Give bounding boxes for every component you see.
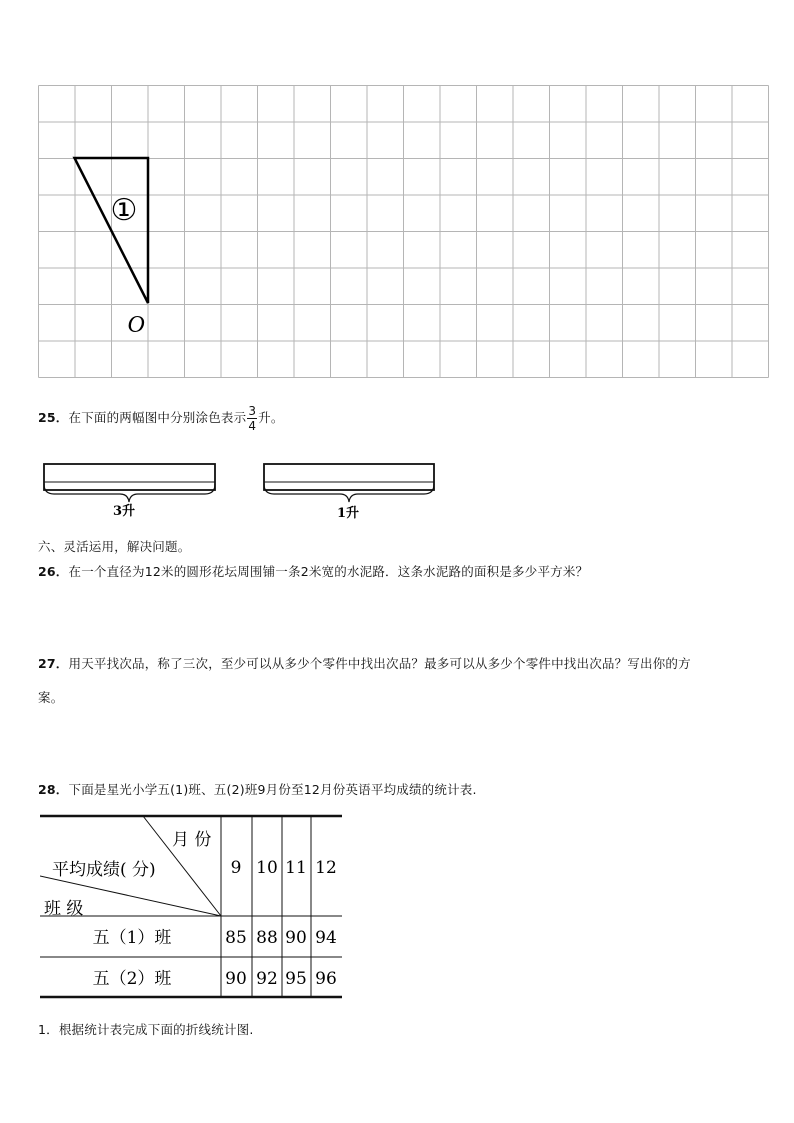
shape-label: ① (110, 193, 138, 228)
row-class-2: 五（2）班 (92, 969, 172, 989)
row-class-1: 五（1）班 (92, 928, 172, 948)
score-cell: 96 (315, 969, 337, 989)
month-11: 11 (285, 858, 307, 878)
question-number: 25． (38, 410, 69, 425)
question-number: 27． (38, 656, 69, 671)
fraction-numerator: 3 (248, 404, 257, 418)
bar-3-liters (44, 464, 215, 502)
header-score: 平均成绩( 分) (52, 860, 156, 880)
bar-label-3-liters: 3升 (112, 504, 136, 519)
sub-question-1 (38, 1020, 254, 1038)
header-month: 月 份 (172, 830, 212, 850)
question-number: 28． (38, 782, 69, 797)
question-number: 26． (38, 564, 69, 579)
grid-figure (38, 85, 770, 379)
score-cell: 88 (256, 928, 278, 948)
score-cell: 92 (256, 969, 278, 989)
measuring-bars (40, 458, 440, 524)
bar-1-liter (264, 464, 434, 502)
question-28 (38, 780, 477, 798)
score-cell: 90 (285, 928, 307, 948)
question-27 (38, 654, 691, 672)
question-text: 用天平找次品，称了三次，至少可以从多少个零件中找出次品？最多可以从多少个零件中找出次品？写出你的方 (68, 656, 691, 671)
month-12: 12 (315, 858, 337, 878)
fraction (247, 404, 257, 433)
question-text: 在一个直径为12米的圆形花坛周围铺一条2米宽的水泥路．这条水泥路的面积是多少平方米？ (68, 564, 589, 579)
section-title: 六、灵活运用，解决问题。 (38, 539, 191, 554)
score-cell: 94 (315, 928, 337, 948)
score-cell: 85 (225, 928, 247, 948)
question-text-end: 升。 (258, 410, 284, 425)
question-25 (38, 404, 284, 433)
score-cell: 95 (285, 969, 307, 989)
header-class: 班 级 (44, 899, 84, 919)
question-26 (38, 562, 588, 580)
month-10: 10 (256, 858, 278, 878)
point-label: O (127, 312, 145, 338)
score-cell: 90 (225, 969, 247, 989)
month-9: 9 (230, 858, 242, 878)
score-table (40, 814, 344, 1000)
fraction-denominator: 4 (248, 419, 257, 433)
question-27-line2: 案。 (38, 690, 64, 705)
question-text: 在下面的两幅图中分别涂色表示 (68, 410, 247, 425)
bar-label-1-liter: 1升 (336, 506, 360, 521)
sub-question-text: 1．根据统计表完成下面的折线统计图. (38, 1022, 254, 1037)
question-text: 下面是星光小学五(1)班、五(2)班9月份至12月份英语平均成绩的统计表. (68, 782, 477, 797)
